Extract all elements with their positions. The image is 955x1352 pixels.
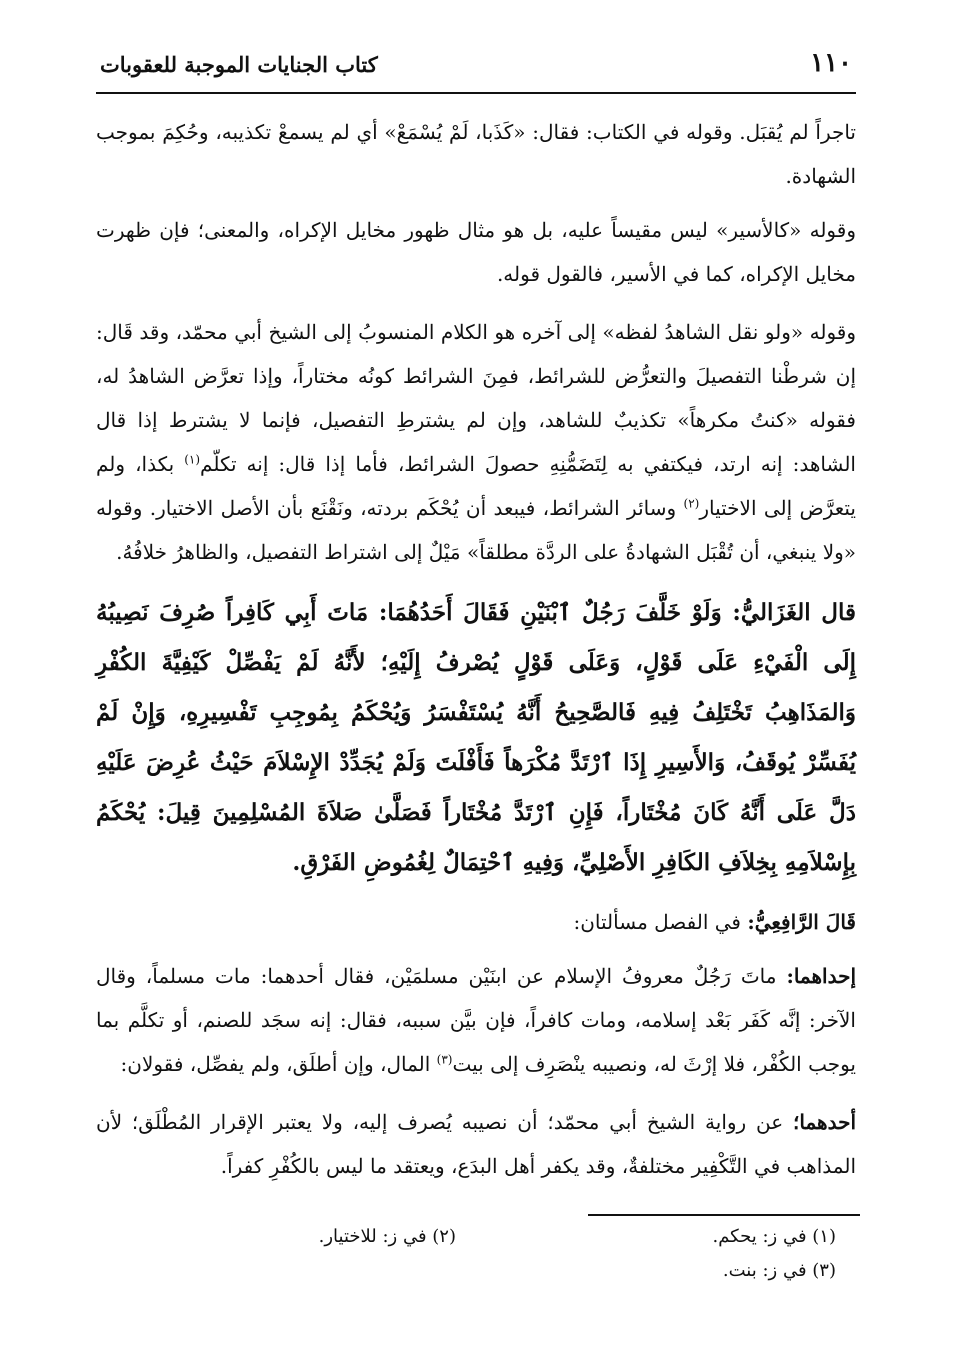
footnotes	[96, 1226, 836, 1296]
paragraph-6-lead: أحدهما؛	[793, 1110, 856, 1134]
footnote-ref-3: (٣)	[436, 1052, 453, 1067]
paragraph-4-rest: في الفصل مسألتان:	[573, 910, 748, 934]
running-title: كتاب الجنايات الموجبة للعقوبات	[100, 52, 378, 77]
footnote-2: (٢) في ز: للاختيار.	[318, 1226, 456, 1247]
footnote-ref-1: (١)	[184, 452, 201, 467]
paragraph-5-part-b: المال، وإن أطلَق، ولم يفصِّل، فقولان:	[120, 1052, 437, 1076]
footnote-ref-2: (٢)	[683, 496, 700, 511]
paragraph-5-lead: إحداهما:	[786, 964, 856, 988]
paragraph-3-part-b: بكذا، ولم يتعرَّض إلى الاختيار	[96, 452, 856, 520]
paragraph-6-rest: عن رواية الشيخ أبي محمّد؛ أن نصيبه يُصرف إليه، ولا يعتبر الإقرار المُطْلَق؛ لأن المذاهب في التَّكْفِير مختلفةٌ، وقد يكفر أهل البدَع، ويعتقد ما ليس بالكُفْرِ كفراً.	[96, 1110, 856, 1178]
paragraph-3-part-a: وقوله «ولو نقل الشاهدُ لفظه» إلى آخره هو الكلام المنسوبُ إلى الشيخ أبي محمّد، وقد قَال: إن شرطْنا التفصيلَ والتعرُّض للشرائط، فمِنَ الشرائط كونُه مختاراً، وإذا تعرَّض الشاهدُ له، فقوله «كنتُ مكرهاً» تكذيبٌ للشاهد، وإن لم يشترطِ التفصيل، فإنما لا يشترط إذا قال الشاهد: إنه ارتد، فيكتفي به لِتَضَمُّنِهِ حصولَ الشرائط، فأما إذا قال: إنه تكلّم	[96, 320, 856, 476]
paragraph-3-part-c: وسائر الشرائط، فيبعد أن يُحْكَم بردته، ونَقْنَع بأن الأصل الاختيار. وقوله «ولا ينبغي، أن تُقْبَل الشهادةُ على الردَّة مطلقاً» مَيْلٌ إلى اشتراط التفصيل، والظاهرُ خلافُهُ.	[96, 496, 856, 564]
ghazali-quote: قال الغَزَاليُّ: وَلَوْ خَلَّفَ رَجُلٌ ٱبْنَيْنِ فَقَالَ أَحَدُهُمَا: مَاتَ أَبِي كَافِراً صُرِفَ نَصِيبُهُ إِلَى الْفَيْءِ عَلَى قَوْلٍ، وَعَلَى قَوْلٍ يُصْرفُ إِلَيْهِ؛ لأَنَّهُ لَمْ يَفْصِّلْ كَيْفِيَّةَ الكُفْرِ وَالمَذَاهِبُ تَخْتَلِفُ فِيهِ فَالصَّحِيحُ أَنَّهُ يُسْتَفْسَرُ وَيُحْكَمُ بِمُوجِبِ تَفْسِيرِهِ، وَإِنْ لَمْ يُفَسِّرْ يُوقَفُ، وَالأَسِيرِ إِذَا ٱرْتَدَّ مُكْرَهاً فَأَفْلَتَ وَلَمْ يُجَدِّدْ الإِسْلاَمَ حَيْثُ عُرِضَ عَلَيْهِ دَلَّ عَلَى أَنَّهُ كَانَ مُخْتَاراً، فَإِنِ ٱرْتَدَّ مُخْتَاراً فَصَلَّىٰ صَلاَةَ المُسْلِمِينَ قِيلَ: يُحْكَمُ بِإِسْلاَمِهِ بِخِلاَفِ الكَافِرِ الأَصْلِيِّ، وَفِيهِ ٱحْتِمَالٌ لِغُمُوضِ الفَرْقِ.	[96, 599, 856, 876]
header-rule	[96, 92, 856, 94]
paragraph-5-part-a: ماتَ رَجُلٌ معروفُ الإسلام عن ابنَيْن مسلمَيْن، فقال أحدهما: مات مسلماً، وقال الآخر: إنَّه كَفَر بَعْد إسلامه، ومات كافراً، فإن بيَّن سببه، فقال: إنه سجَد للصنم، أو تكلَّم بما يوجب الكُفْر، فلا إرْثَ له، ونصيبه ينْصَرِف إلى بيت	[96, 964, 856, 1076]
page-number: ١١٠	[810, 48, 852, 78]
paragraph-3	[96, 310, 856, 574]
rafii-lead: قَالَ الرَّافِعِيُّ:	[747, 910, 856, 934]
page-header	[100, 46, 852, 84]
footnote-1: (١) في ز: يحكم.	[712, 1226, 836, 1247]
paragraph-4	[96, 900, 856, 944]
paragraph-2: وقوله «كالأسير» ليس مقيساً عليه، بل هو مثال ظهور مخايل الإكراه، والمعنى؛ فإن ظهرت مخايل الإكراه، كما في الأسير، فالقول قوله.	[96, 218, 856, 286]
paragraph-5	[96, 954, 856, 1086]
footnote-3: (٣) في ز: بنت.	[722, 1260, 836, 1281]
main-text	[96, 110, 856, 1202]
footnote-rule	[588, 1214, 860, 1216]
paragraph-6	[96, 1100, 856, 1188]
paragraph-1: تاجراً لم يُقبَل. وقوله في الكتاب: فقال: «كَذَبا، لَمْ يُسْمَعْ» أي لم يسمعْ تكذيبه، وحُكِمَ بموجب الشهادة.	[96, 120, 856, 188]
